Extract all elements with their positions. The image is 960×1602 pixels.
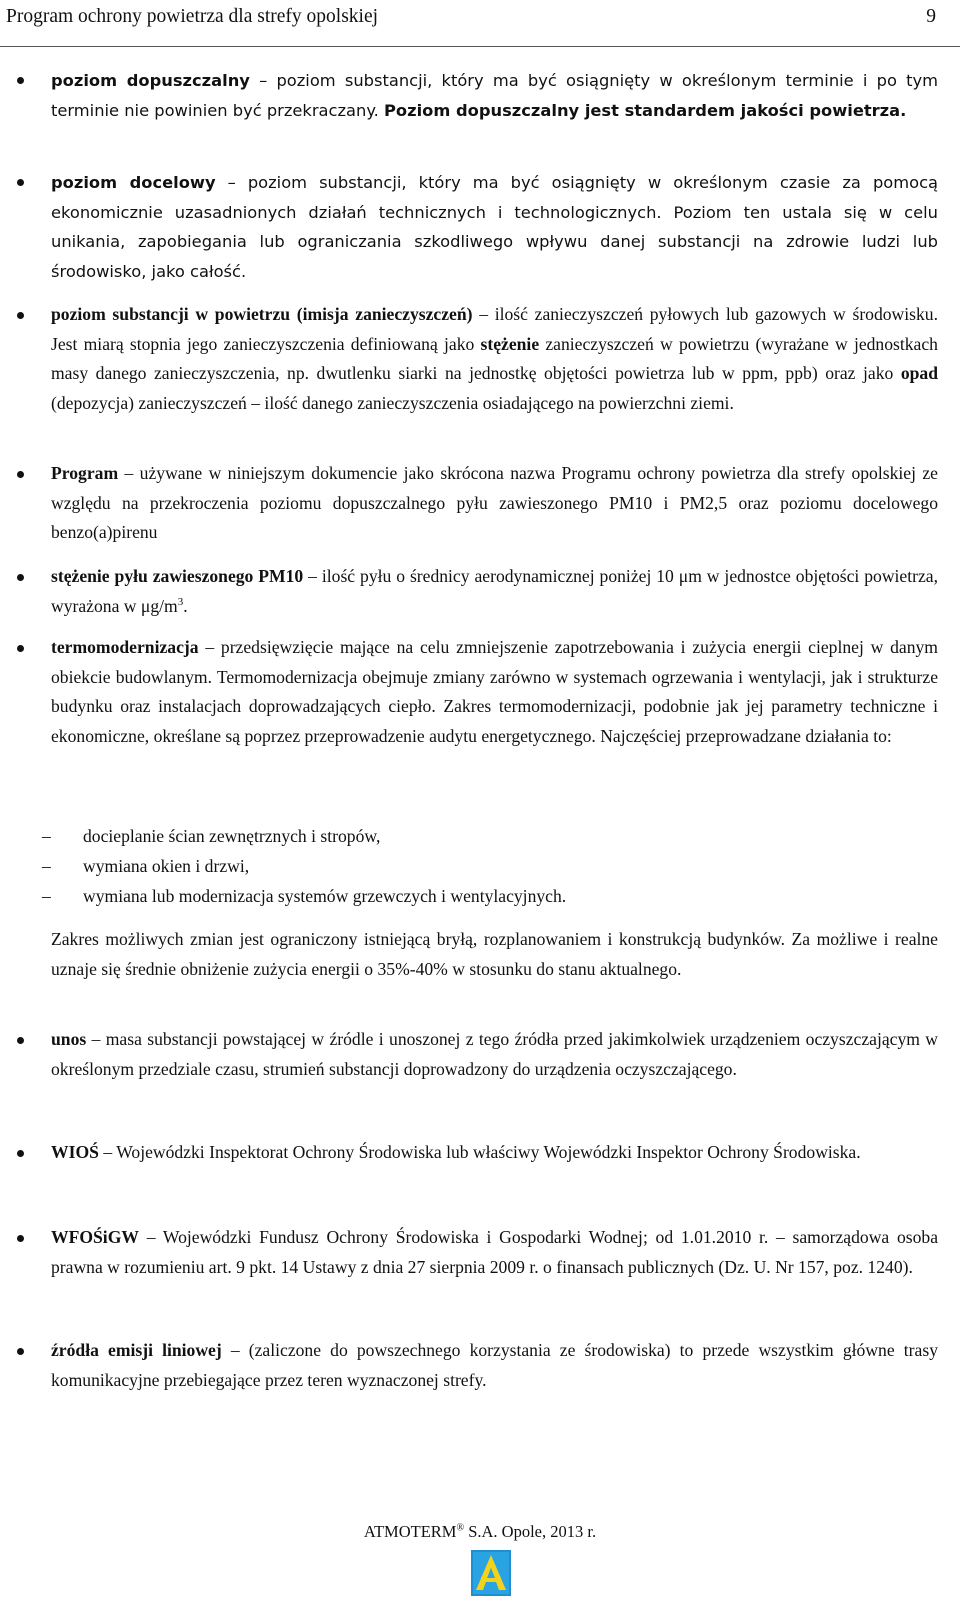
definition-text: – Wojewódzki Inspektorat Ochrony Środowiska lub właściwy Wojewódzki Inspektor Ochrony Środowiska. [98,1142,861,1162]
term: Program [51,463,119,483]
term: poziom docelowy [51,173,216,192]
page-footer [0,1522,960,1542]
definition-poziom-dopuszczalny [51,66,938,125]
footer-text: S.A. Opole, 2013 r. [464,1522,597,1541]
definition-wfosigw [51,1223,938,1282]
dash-marker: – [42,886,51,906]
bullet-icon [17,77,24,84]
dash-marker: – [42,856,51,876]
definition-text: – ilość pyłu o średnicy aerodynamicznej poniżej 10 μm w jednostce objętości powietrza, wyrażona w μg/m [51,566,938,616]
list-item-text: docieplanie ścian zewnętrznych i stropów, [83,826,381,846]
term: WIOŚ [51,1142,99,1162]
dash-marker: – [42,826,51,846]
term: poziom dopuszczalny [51,71,250,90]
superscript: 3 [177,595,184,608]
bullet-icon [17,1235,24,1242]
bullet-icon [17,1037,24,1044]
term: termomodernizacja [51,637,199,657]
definition-text: – Wojewódzki Fundusz Ochrony Środowiska i Gospodarki Wodnej; od 1.01.2010 r. – samorządowa osoba prawna w rozumieniu art. 9 pkt. 14 Ustawy z dnia 27 sierpnia 2009 r. o finansach publicznych (Dz. U. Nr 157, poz. 1240). [51,1227,938,1277]
definition-text: – przedsięwzięcie mające na celu zmniejszenie zapotrzebowania i zużycia energii cieplnej w danym obiekcie budowlanym. Termomodernizacja obejmuje zmiany zarówno w systemach ogrzewania i wentylacji, jak i strukturze budynku oraz instalacjach doprowadzających ciepło. Zakres termomodernizacji, podobnie jak jej parametry techniczne i ekonomiczne, określane są poprzez przeprowadzenie audytu energetycznego. Najczęściej przeprowadzane działania to: [51,637,938,746]
bullet-icon [17,179,24,186]
definition-emphasis: Poziom dopuszczalny jest standardem jakości powietrza. [384,100,907,120]
list-item-text: wymiana okien i drzwi, [83,856,250,876]
definition-text: – (zaliczone do powszechnego korzystania ze środowiska) to przede wszystkim główne trasy komunikacyjne przebiegające przez teren wyznaczonej strefy. [51,1340,938,1390]
definition-end: . [183,595,188,616]
definition-text: – masa substancji powstającej w źródle i unoszonej z tego źródła przed jakimkolwiek urządzeniem oczyszczającym w określonym przedziale czasu, strumień substancji doprowadzony do urządzenia oczyszczającego. [51,1029,938,1079]
bullet-icon [17,574,24,581]
term: źródła emisji liniowej [51,1340,222,1360]
bullet-icon [17,312,24,319]
term: poziom substancji w powietrzu (imisja zanieczyszczeń) [51,304,473,324]
definition-stezenie-pm10 [51,562,938,621]
definition-poziom-substancji [51,300,938,418]
page-header [0,0,960,47]
definition-termomodernizacja [51,633,938,751]
bullet-icon [17,645,24,652]
term: WFOŚiGW [51,1227,139,1247]
definition-text: – poziom substancji, który ma być osiągnięty w określonym czasie za pomocą ekonomicznie uzasadnionych działań technicznych i technologicznych. Poziom ten ustala się w celu unikania, zapobiegania lub ograniczania szkodliwego wpływu danej substancji na zdrowie ludzi lub środowisko, jako całość. [51,173,939,281]
footer-company: ATMOTERM [363,1522,457,1541]
document-title: Program ochrony powietrza dla strefy opolskiej [6,6,379,27]
definition-zrodla-emisji-liniowej [51,1336,938,1395]
definition-text: (depozycja) zanieczyszczeń – ilość danego zanieczyszczenia osiadającego na powierzchni ziemi. [51,392,734,413]
bullet-icon [17,1348,24,1355]
definition-text: – ilość zanieczyszczeń pyłowych lub gazowych w środowisku. Jest miarą stopnia jego zanieczyszczenia definiowaną jako [51,304,938,354]
atmoterm-logo-icon [471,1550,511,1596]
list-item-text: wymiana lub modernizacja systemów grzewczych i wentylacyjnych. [83,886,567,906]
term: stężenie pyłu zawieszonego PM10 [51,566,304,586]
term-opad: opad [900,363,938,383]
definition-unos [51,1025,938,1084]
definition-program [51,459,938,548]
termomodernizacja-paragraph: Zakres możliwych zmian jest ograniczony istniejącą bryłą, rozplanowaniem i konstrukcją budynków. Za możliwe i realne uznaje się średnie obniżenie zużycia energii o 35%-40% w stosunku do stanu aktualnego. [51,929,938,979]
bullet-icon [17,1150,24,1157]
definition-text: zanieczyszczeń w powietrzu (wyrażane w jednostkach masy danego zanieczyszczenia, np. dwutlenku siarki na jednostkę objętości powietrza lub w ppm, ppb) oraz jako [51,333,938,383]
registered-mark: ® [456,1522,465,1534]
page-number: 9 [926,6,936,27]
definition-poziom-docelowy [51,168,938,286]
bullet-icon [17,471,24,478]
definition-text: – używane w niniejszym dokumencie jako skrócona nazwa Programu ochrony powietrza dla strefy opolskiej ze względu na przekroczenia poziomu dopuszczalnego pyłu zawieszonego PM10 i PM2,5 oraz poziomu docelowego benzo(a)pirenu [51,463,938,542]
term-stezenie: stężenie [480,333,540,354]
definition-wios [51,1138,938,1168]
term: unos [51,1029,87,1049]
definition-text: – poziom substancji, który ma być osiągnięty w określonym terminie i po tym terminie nie powinien być przekraczany. [51,71,938,120]
